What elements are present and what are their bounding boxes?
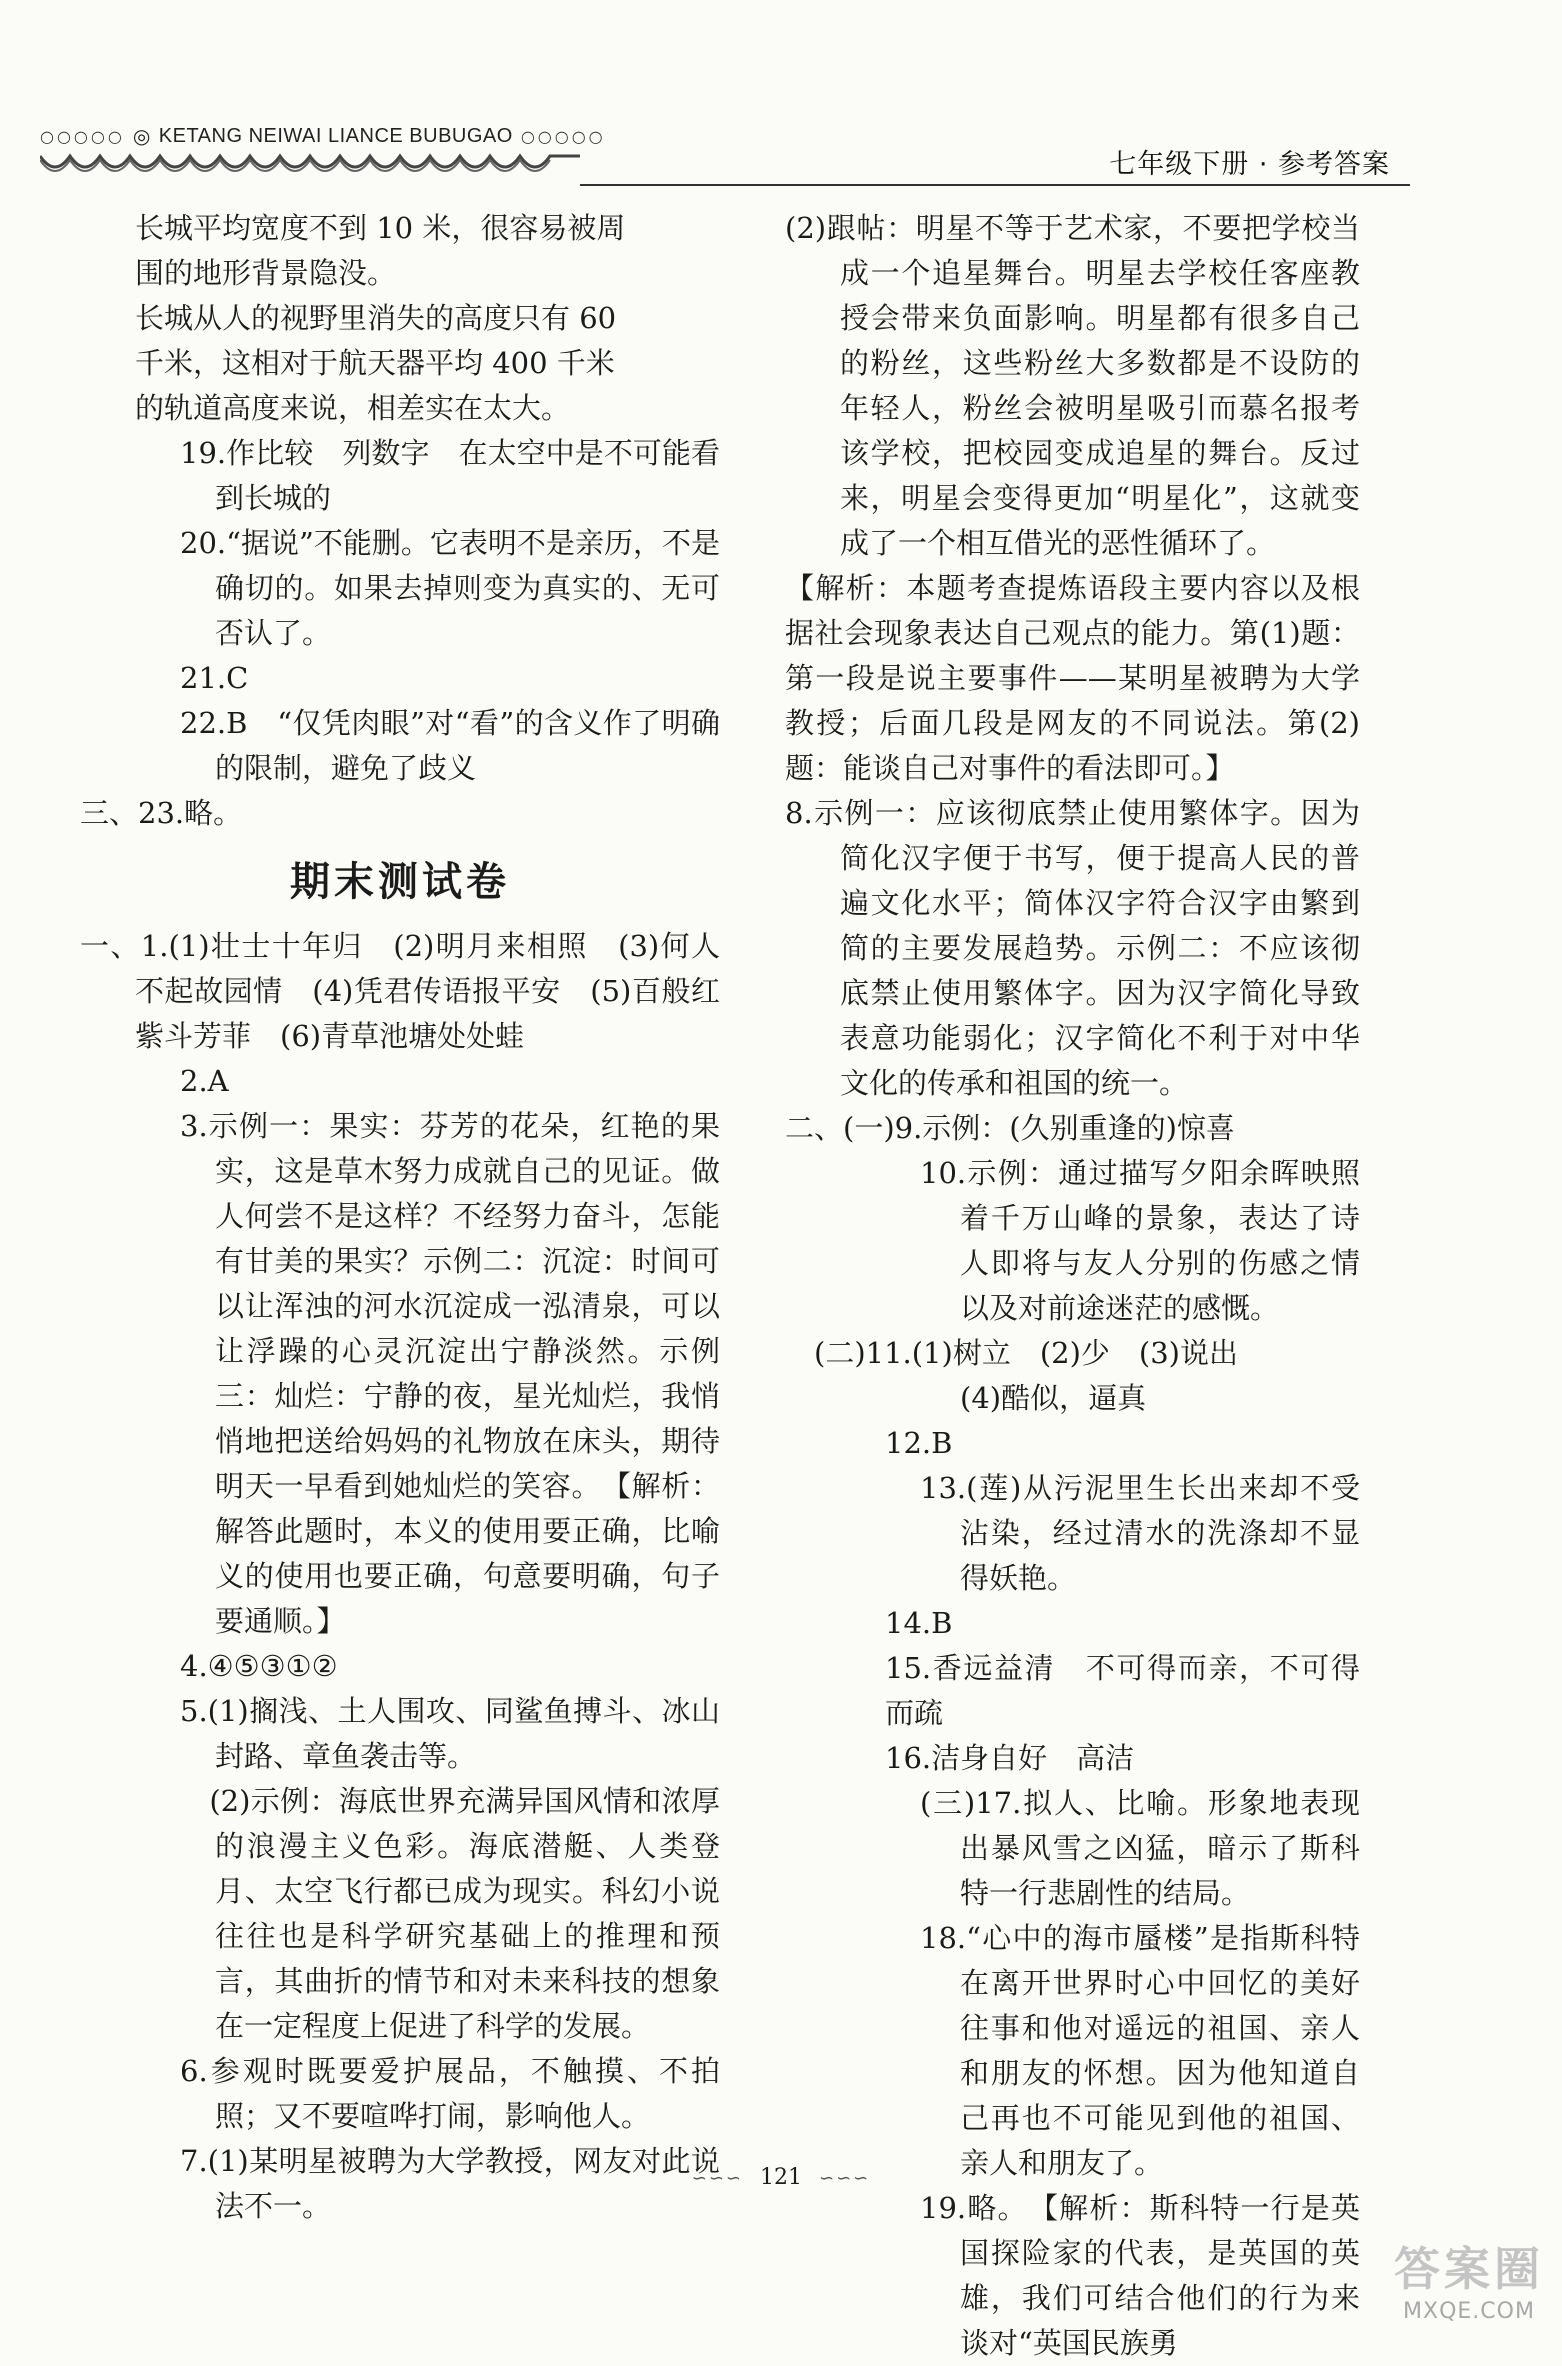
footer-ornament-left-icon: ∽∽∽ (691, 2168, 743, 2189)
header-title: 七年级下册 · 参考答案 (1109, 149, 1390, 180)
answer-line: 一、1.(1)壮士十年归 (2)明月来相照 (3)何人不起故园情 (4)凭君传语报平安 (5)百般红紫斗芳菲 (6)青草池塘处处蛙 (80, 929, 720, 1053)
answer-line: 14.B (885, 1606, 953, 1640)
watermark-logo: 答案圈 (1394, 2242, 1544, 2296)
answer-line: 22.B “仅凭肉眼”对“看”的含义作了明确的限制，避免了歧义 (180, 706, 720, 785)
page-header (40, 112, 1410, 192)
answer-line: 4.④⑤③①② (180, 1649, 338, 1683)
answer-line: 二、(一)9.示例：(久别重逢的)惊喜 (785, 1111, 1235, 1145)
answer-line: 19.略。 【解析：斯科特一行是英国探险家的代表，是英国的英雄，我们可结合他们的行为来谈对“英国民族勇 (920, 2191, 1360, 2360)
answer-line: 的轨道高度来说，相差实在太大。 (135, 391, 571, 425)
dots-decoration-left: ○○○○○ (40, 126, 125, 146)
answer-line: 千米，这相对于航天器平均 400 千米 (135, 346, 615, 380)
answer-line: 8.示例一：应该彻底禁止使用繁体字。因为简化汉字便于书写，便于提高人民的普遍文化水平；简体汉字符合汉字由繁到简的主要发展趋势。示例二：不应该彻底禁止使用繁体字。因为汉字简化导致表意功能弱化；汉字简化不利于对中华文化的传承和祖国的统一。 (785, 796, 1360, 1100)
page-number: 121 (760, 2165, 802, 2190)
scallop-ornament-icon (40, 150, 580, 178)
answer-line: (4)酷似，逼真 (960, 1381, 1147, 1415)
answer-line: (三)17.拟人、比喻。形象地表现出暴风雪之凶猛，暗示了斯科特一行悲剧性的结局。 (920, 1786, 1360, 1910)
brand-logo-icon: ◎ (132, 124, 151, 148)
watermark (1394, 2233, 1544, 2324)
watermark-url: MXQE.COM (1403, 2299, 1535, 2324)
answer-line: 10.示例：通过描写夕阳余晖映照着千万山峰的景象，表达了诗人即将与友人分别的伤感之情以及对前途迷茫的感慨。 (920, 1156, 1360, 1325)
section-title: 期末测试卷 (290, 859, 510, 905)
answer-line: (2)跟帖：明星不等于艺术家，不要把学校当成一个追星舞台。明星去学校任客座教授会带来负面影响。明星都有很多自己的粉丝，这些粉丝大多数都是不设防的年轻人，粉丝会被明星吸引而慕名报考该学校，把校园变成追星的舞台。反过来，明星会变得更加“明星化”，这就变成了一个相互借光的恶性循环了。 (785, 211, 1360, 560)
answer-line: 7.(1)某明星被聘为大学教授，网友对此说法不一。 (180, 2144, 720, 2223)
answer-line: (2)示例：海底世界充满异国风情和浓厚的浪漫主义色彩。海底潜艇、人类登月、太空飞行都已成为现实。科幻小说往往也是科学研究基础上的推理和预言，其曲折的情节和对未来科技的想象在一定程度上促进了科学的发展。 (180, 1784, 720, 2043)
answer-line: 2.A (180, 1064, 229, 1098)
answer-line: (二)11.(1)树立 (2)少 (3)说出 (785, 1336, 1238, 1370)
footer-ornament-right-icon: ∽∽∽ (819, 2168, 871, 2189)
answer-line: 围的地形背景隐没。 (135, 256, 397, 290)
answer-line: 三、23.略。 (80, 796, 243, 830)
page-footer (0, 2165, 1562, 2190)
answer-line: 6.参观时既要爱护展品，不触摸、不拍照；又不要喧哗打闹，影响他人。 (180, 2054, 720, 2133)
dots-decoration-right: ○○○○○ (520, 126, 606, 146)
answer-line: 16.洁身自好 高洁 (885, 1741, 1135, 1775)
answer-line: 20.“据说”不能删。它表明不是亲历，不是确切的。如果去掉则变为真实的、无可否认了。 (180, 526, 720, 650)
answer-line: 18.“心中的海市蜃楼”是指斯科特在离开世界时心中回忆的美好往事和他对遥远的祖国、亲人和朋友的怀想。因为他知道自己再也不可能见到他的祖国、亲人和朋友了。 (920, 1921, 1360, 2180)
answer-line: 15.香远益清 不可得而亲，不可得而疏 (885, 1651, 1360, 1730)
header-brand (40, 124, 606, 148)
answer-line: 【解析：本题考查提炼语段主要内容以及根据社会现象表达自己观点的能力。第(1)题：第一段是说主要事件——某明星被聘为大学教授；后面几段是网友的不同说法。第(2)题：能谈自己对事件的看法即可。】 (785, 571, 1360, 785)
left-column (80, 206, 720, 2229)
answer-line: 3.示例一：果实：芬芳的花朵，红艳的果实，这是草木努力成就自己的见证。做人何尝不是这样？不经努力奋斗，怎能有甘美的果实？示例二：沉淀：时间可以让浑浊的河水沉淀成一泓清泉，可以让浮躁的心灵沉淀出宁静淡然。示例三：灿烂：宁静的夜，星光灿烂，我悄悄地把送给妈妈的礼物放在床头，期待明天一早看到她灿烂的笑容。 【解析：解答此题时，本义的使用要正确，比喻义的使用也要正确，句意要明确，句子要通顺。】 (180, 1109, 720, 1638)
answer-line: 13.(莲)从污泥里生长出来却不受沾染，经过清水的洗涤却不显得妖艳。 (920, 1471, 1360, 1595)
answer-line: 19.作比较 列数字 在太空中是不可能看到长城的 (180, 436, 720, 515)
answer-line: 21.C (180, 661, 249, 695)
answer-line: 长城从人的视野里消失的高度只有 60 (135, 301, 617, 335)
answer-line: 12.B (885, 1426, 953, 1460)
brand-text: KETANG NEIWAI LIANCE BUBUGAO (158, 124, 513, 147)
right-column (785, 206, 1360, 2366)
answer-line: 长城平均宽度不到 10 米，很容易被周 (135, 211, 626, 245)
answer-line: 5.(1)搁浅、土人围攻、同鲨鱼搏斗、冰山封路、章鱼袭击等。 (180, 1694, 720, 1773)
header-rule (580, 184, 1410, 186)
